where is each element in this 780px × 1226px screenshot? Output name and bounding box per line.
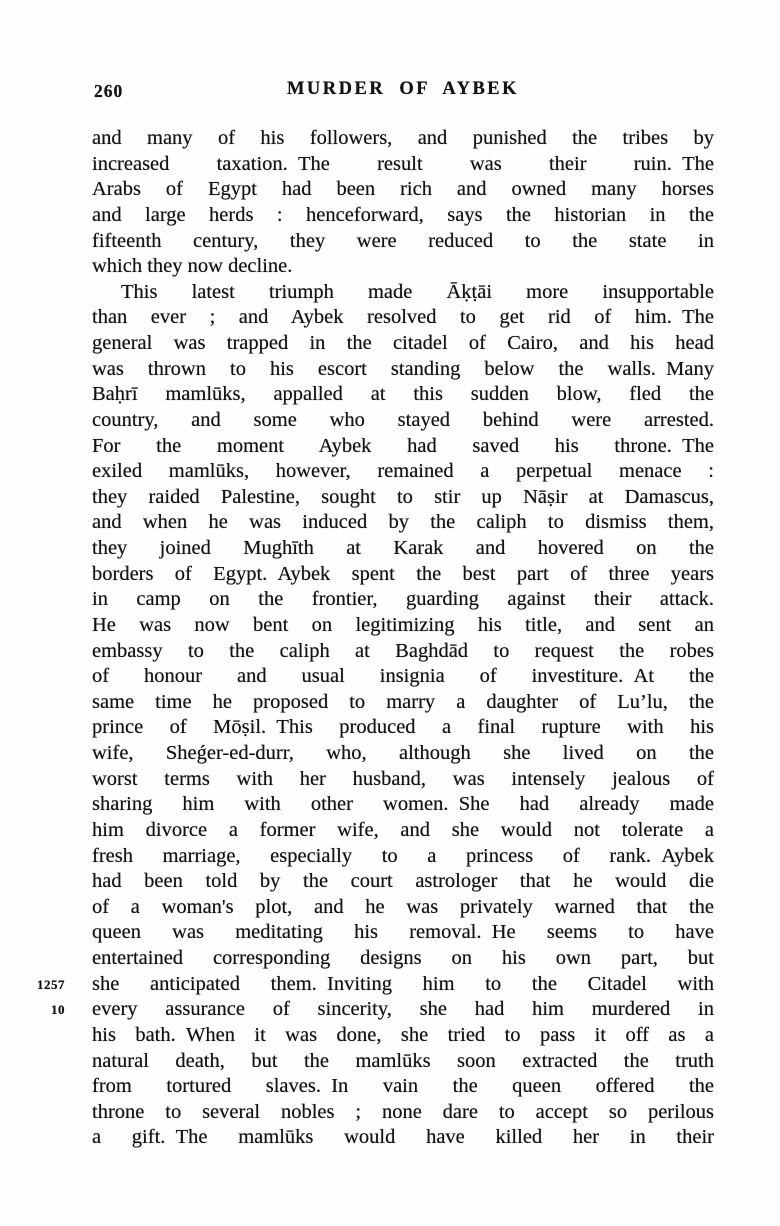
- text-line: which they now decline.: [92, 255, 293, 278]
- text-line: they raided Palestine, sought to stir up Nāṣir at Damascus,: [92, 485, 714, 508]
- text-line: natural death, but the mamlūks soon extracted the truth: [92, 1049, 714, 1072]
- text-line: a gift. The mamlūks would have killed her in their: [92, 1126, 714, 1149]
- text-line: had been told by the court astrologer that he would die: [92, 870, 714, 893]
- text-line: they joined Mughīth at Karak and hovered on the: [92, 537, 714, 559]
- text-line: Baḥrī mamlūks, appalled at this sudden blow, fled the: [92, 383, 714, 406]
- page-number: 260: [94, 81, 124, 101]
- text-line: sharing him with other women. She had already made: [92, 793, 714, 816]
- text-line: same time he proposed to marry a daughter of Lu’lu, the: [92, 690, 714, 713]
- text-line: For the moment Aybek had saved his throne. The: [92, 434, 714, 457]
- text-line: throne to several nobles ; none dare to accept so perilous: [92, 1100, 714, 1123]
- text-line: fresh marriage, especially to a princess of rank. Aybek: [92, 844, 714, 867]
- text-line: entertained corresponding designs on his own part, but: [92, 947, 714, 969]
- text-line: and many of his followers, and punished the tribes by: [92, 127, 714, 149]
- text-line: increased taxation. The result was their ruin. The: [92, 152, 714, 175]
- text-line: in camp on the frontier, guarding against their attack.: [92, 588, 714, 611]
- text-line: his bath. When it was done, she tried to pass it off as a: [92, 1023, 714, 1046]
- text-line: of honour and usual insignia of investiture. At the: [92, 665, 714, 688]
- margin-date-note: 10: [51, 1002, 65, 1018]
- text-line: from tortured slaves. In vain the queen offered the: [92, 1075, 714, 1098]
- text-line: 10 every assurance of sincerity, she had him murdered in: [51, 998, 714, 1021]
- text-line: 1257 she anticipated them. Inviting him to the Citadel with: [37, 972, 714, 995]
- text-line: was thrown to his escort standing below the walls. Many: [92, 357, 714, 380]
- running-head-title: MURDER OF AYBEK: [286, 79, 520, 99]
- text-line: exiled mamlūks, however, remained a perpetual menace :: [92, 460, 714, 483]
- text-line: and large herds : henceforward, says the historian in the: [92, 203, 714, 226]
- text-line: Arabs of Egypt had been rich and owned many horses: [92, 178, 714, 201]
- text-line: He was now bent on legitimizing his title, and sent an: [92, 613, 714, 636]
- page-header: [0, 79, 780, 105]
- text-line: and when he was induced by the caliph to dismiss them,: [92, 511, 714, 534]
- text-line: queen was meditating his removal. He seems to have: [92, 921, 714, 944]
- text-line: prince of Mōṣil. This produced a final rupture with his: [92, 716, 714, 739]
- text-line: of a woman's plot, and he was privately warned that the: [92, 895, 714, 918]
- text-line: than ever ; and Aybek resolved to get rid of him. The: [92, 306, 714, 329]
- text-line: borders of Egypt. Aybek spent the best part of three years: [92, 562, 714, 585]
- text-line: general was trapped in the citadel of Cairo, and his head: [92, 332, 714, 354]
- text-line: embassy to the caliph at Baghdād to request the robes: [92, 639, 714, 662]
- text-line: wife, Sheǵer-ed-durr, who, although she lived on the: [92, 742, 714, 764]
- text-line: worst terms with her husband, was intensely jealous of: [92, 767, 714, 790]
- text-line: This latest triumph made Āḳṭāi more insupportable: [121, 280, 714, 303]
- text-line: fifteenth century, they were reduced to the state in: [92, 229, 714, 252]
- text-line: country, and some who stayed behind were arrested.: [92, 408, 714, 431]
- text-block: [37, 126, 714, 1151]
- margin-date-note: 1257: [37, 976, 65, 992]
- text-line: him divorce a former wife, and she would not tolerate a: [92, 818, 714, 841]
